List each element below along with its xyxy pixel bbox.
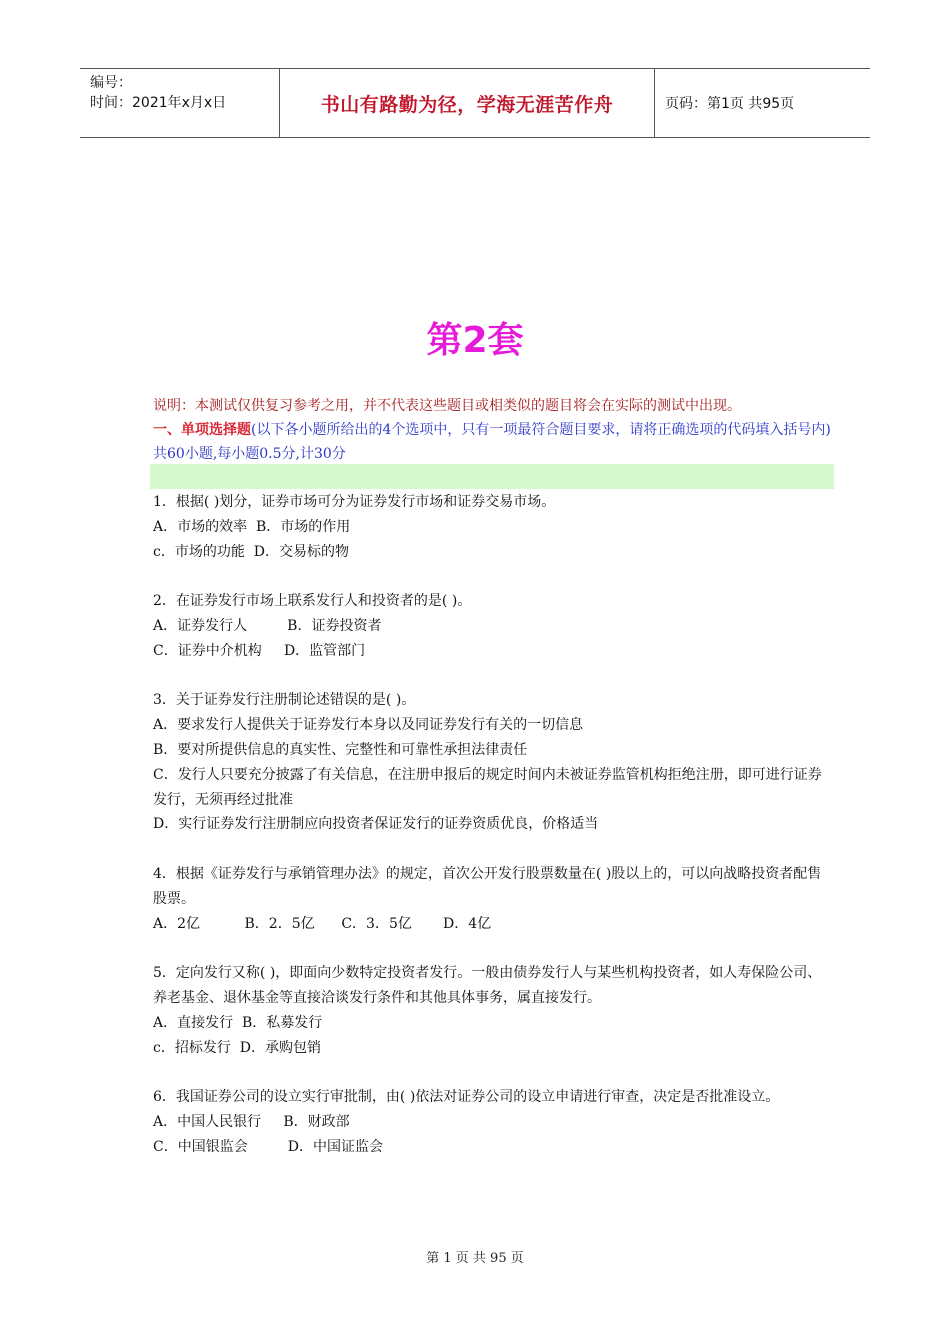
header-meta	[80, 69, 280, 137]
option-line: C．发行人只要充分披露了有关信息，在注册申报后的规定时间内未被证券监管机构拒绝注册，即可进行证券发行，无须再经过批准	[153, 766, 822, 808]
option-line: A．证券发行人 B．证券投资者	[153, 617, 382, 634]
page-footer: 第 1 页 共 95 页	[426, 1251, 524, 1266]
option-line: B．要对所提供信息的真实性、完整性和可靠性承担法律责任	[153, 741, 528, 758]
option-line: A．2亿 B．2．5亿 C．3．5亿 D．4亿	[153, 915, 492, 932]
question-stem: 2．在证券发行市场上联系发行人和投资者的是( )。	[153, 593, 472, 610]
option-line: C．中国银监会 D．中国证监会	[153, 1138, 383, 1155]
option-line: A．直接发行 B．私募发行	[153, 1014, 323, 1031]
question-stem: 6．我国证券公司的设立实行审批制，由( )依法对证券公司的设立申请进行审查，决定是否批准设立。	[153, 1089, 780, 1106]
section-label: 一、单项选择题	[153, 422, 251, 438]
question-4	[153, 862, 833, 936]
number-label: 编号：	[90, 75, 132, 91]
page-header	[80, 68, 870, 138]
option-line: C．证券中介机构 D．监管部门	[153, 642, 366, 659]
option-line: c．市场的功能 D．交易标的物	[153, 543, 349, 560]
header-page-info: 页码：第1页 共95页	[665, 96, 795, 112]
question-stem: 4．根据《证券发行与承销管理办法》的规定，首次公开发行股票数量在( )股以上的，可以向战略投资者配售股票。	[153, 865, 822, 907]
question-3	[153, 688, 833, 837]
header-motto: 书山有路勤为径，学海无涯苦作舟	[280, 69, 655, 137]
option-line: A．市场的效率 B．市场的作用	[153, 518, 351, 535]
question-stem: 1．根据( )划分，证券市场可分为证券发行市场和证券交易市场。	[153, 494, 556, 510]
document-title: 第2套	[426, 320, 524, 361]
option-line: c．招标发行 D．承购包销	[153, 1039, 321, 1056]
option-line: D．实行证券发行注册制应向投资者保证发行的证券资质优良，价格适当	[153, 816, 599, 833]
option-line: A．要求发行人提供关于证券发行本身以及同证券发行有关的一切信息	[153, 717, 584, 734]
section-description: (以下各小题所给出的4个选项中，只有一项最符合题目要求，请将正确选项的代码填入括号内)共60小题,每小题0.5分,计30分	[153, 422, 831, 462]
time-label: 时间：2021年x月x日	[90, 95, 227, 111]
question-stem: 3．关于证券发行注册制论述错误的是( )。	[153, 692, 416, 709]
question-2	[153, 589, 833, 663]
option-line: A．中国人民银行 B．财政部	[153, 1113, 350, 1130]
question-list	[153, 490, 833, 1184]
question-6	[153, 1085, 833, 1159]
highlight-band	[150, 464, 834, 489]
disclaimer-note: 说明：本测试仅供复习参考之用，并不代表这些题目或相类似的题目将会在实际的测试中出现。	[153, 398, 741, 414]
section-heading	[153, 418, 833, 466]
question-5	[153, 961, 833, 1060]
question-stem: 5．定向发行又称( )，即面向少数特定投资者发行。一般由债券发行人与某些机构投资者，如人寿保险公司、养老基金、退休基金等直接洽谈发行条件和其他具体事务，属直接发行。	[153, 965, 822, 1006]
question-1	[153, 490, 833, 564]
